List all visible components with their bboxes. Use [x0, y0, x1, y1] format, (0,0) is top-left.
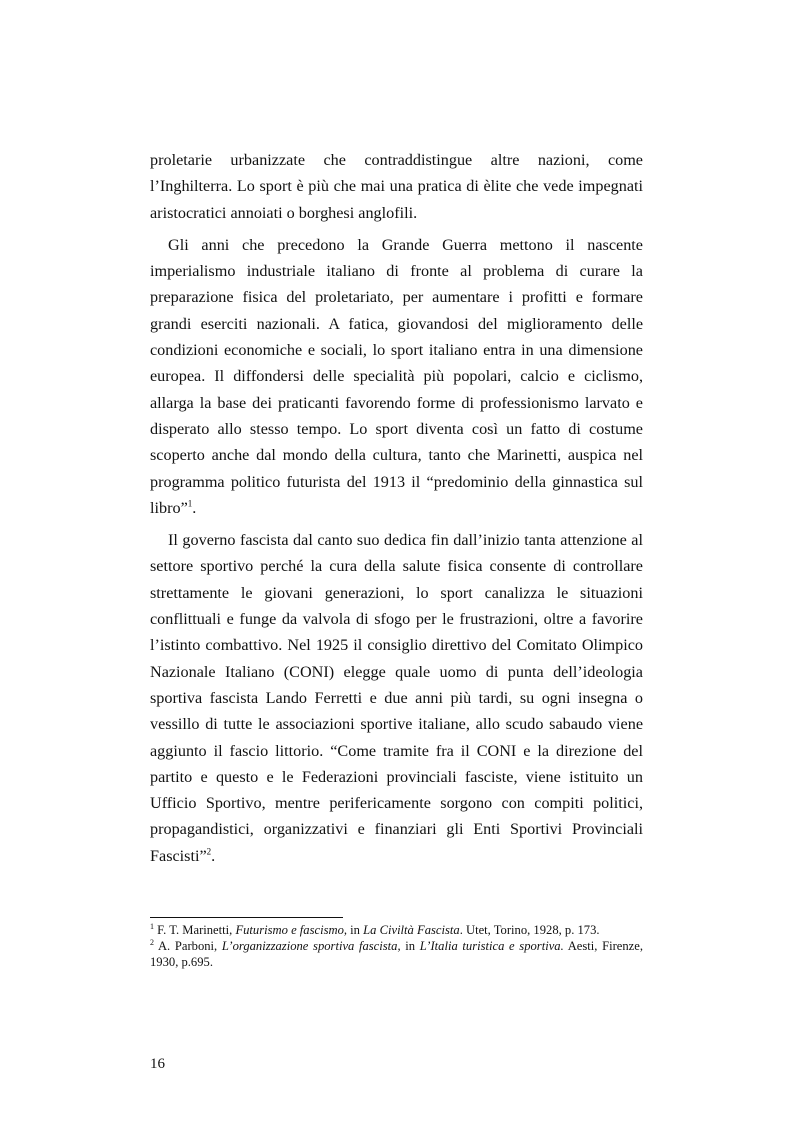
footnote-ref-2[interactable]: 2 [206, 846, 212, 857]
footnote-ref-1[interactable]: 1 [187, 498, 193, 509]
footnote-1-rest: . Utet, Torino, 1928, p. 173. [459, 923, 600, 937]
footnote-separator [150, 917, 343, 918]
footnote-1-source: La Civiltà Fascista [363, 923, 460, 937]
footnote-2-author: A. Parboni, [154, 939, 222, 954]
footnote-1-mid: in [347, 923, 364, 937]
footnote-2 [150, 938, 643, 970]
paragraph-2-tail: . [192, 498, 197, 517]
paragraph-2 [150, 232, 643, 521]
paragraph-3-tail: . [211, 846, 216, 865]
body-text [150, 147, 643, 875]
paragraph-1-text: proletarie urbanizzate che contraddistingue altre nazioni, come l’Inghilterra. Lo sport è più che mai una pratica di èlite che vede impegnati aristocratici annoiati o borghesi anglofili. [150, 151, 643, 222]
footnote-2-rest: Aesti, Firenze, 1930, p.695. [150, 939, 644, 970]
footnote-2-mid: in [400, 939, 420, 954]
footnote-1-number: 1 [150, 921, 154, 931]
footnote-1-author: F. T. Marinetti, [157, 923, 236, 937]
footnotes [150, 922, 643, 971]
paragraph-1 [150, 147, 643, 226]
page-number: 16 [150, 1056, 165, 1072]
paragraph-3 [150, 527, 643, 869]
footnote-1 [150, 922, 643, 938]
paragraph-3-text: Il governo fascista dal canto suo dedica fin dall’inizio tanta attenzione al settore sportivo perché la cura della salute fisica consente di controllare strettamente le giovani generazioni, lo sport canalizza le situazioni conflittuali e funge da valvola di sfogo per le frustrazioni, oltre a favorire l’istinto combattivo. Nel 1925 il consiglio direttivo del Comitato Olimpico Nazionale Italiano (CONI) elegge quale uomo di punta dell’ideologia sportiva fascista Lando Ferretti e due anni più tardi, su ogni insegna o vessillo di tutte le associazioni sportive italiane, allo scudo sabaudo viene aggiunto il fascio littorio. “Come tramite fra il CONI e la direzione del partito e questo e le Federazioni provinciali fasciste, viene istituito un Ufficio Sportivo, mentre perifericamente sorgono con compiti politici, propagandistici, organizzativi e finanziari gli Enti Sportivi Provinciali Fascisti” [150, 531, 643, 865]
footnote-2-number: 2 [150, 938, 154, 948]
footnote-2-title: L’organizzazione sportiva fascista, [221, 939, 401, 954]
footnote-1-title: Futurismo e fascismo, [235, 923, 348, 937]
footnote-2-source: L’Italia turistica e sportiva. [419, 939, 564, 954]
paragraph-2-text: Gli anni che precedono la Grande Guerra mettono il nascente imperialismo industriale italiano di fronte al problema di curare la preparazione fisica del proletariato, per aumentare i profitti e formare grandi eserciti nazionali. A fatica, giovandosi del miglioramento delle condizioni economiche e sociali, lo sport italiano entra in una dimensione europea. Il diffondersi delle specialità più popolari, calcio e ciclismo, allarga la base dei praticanti favorendo forme di professionismo larvato e disperato allo stesso tempo. Lo sport diventa così un fatto di costume scoperto anche dal mondo della cultura, tanto che Marinetti, auspica nel programma politico futurista del 1913 il “predominio della ginnastica sul libro” [150, 235, 643, 517]
